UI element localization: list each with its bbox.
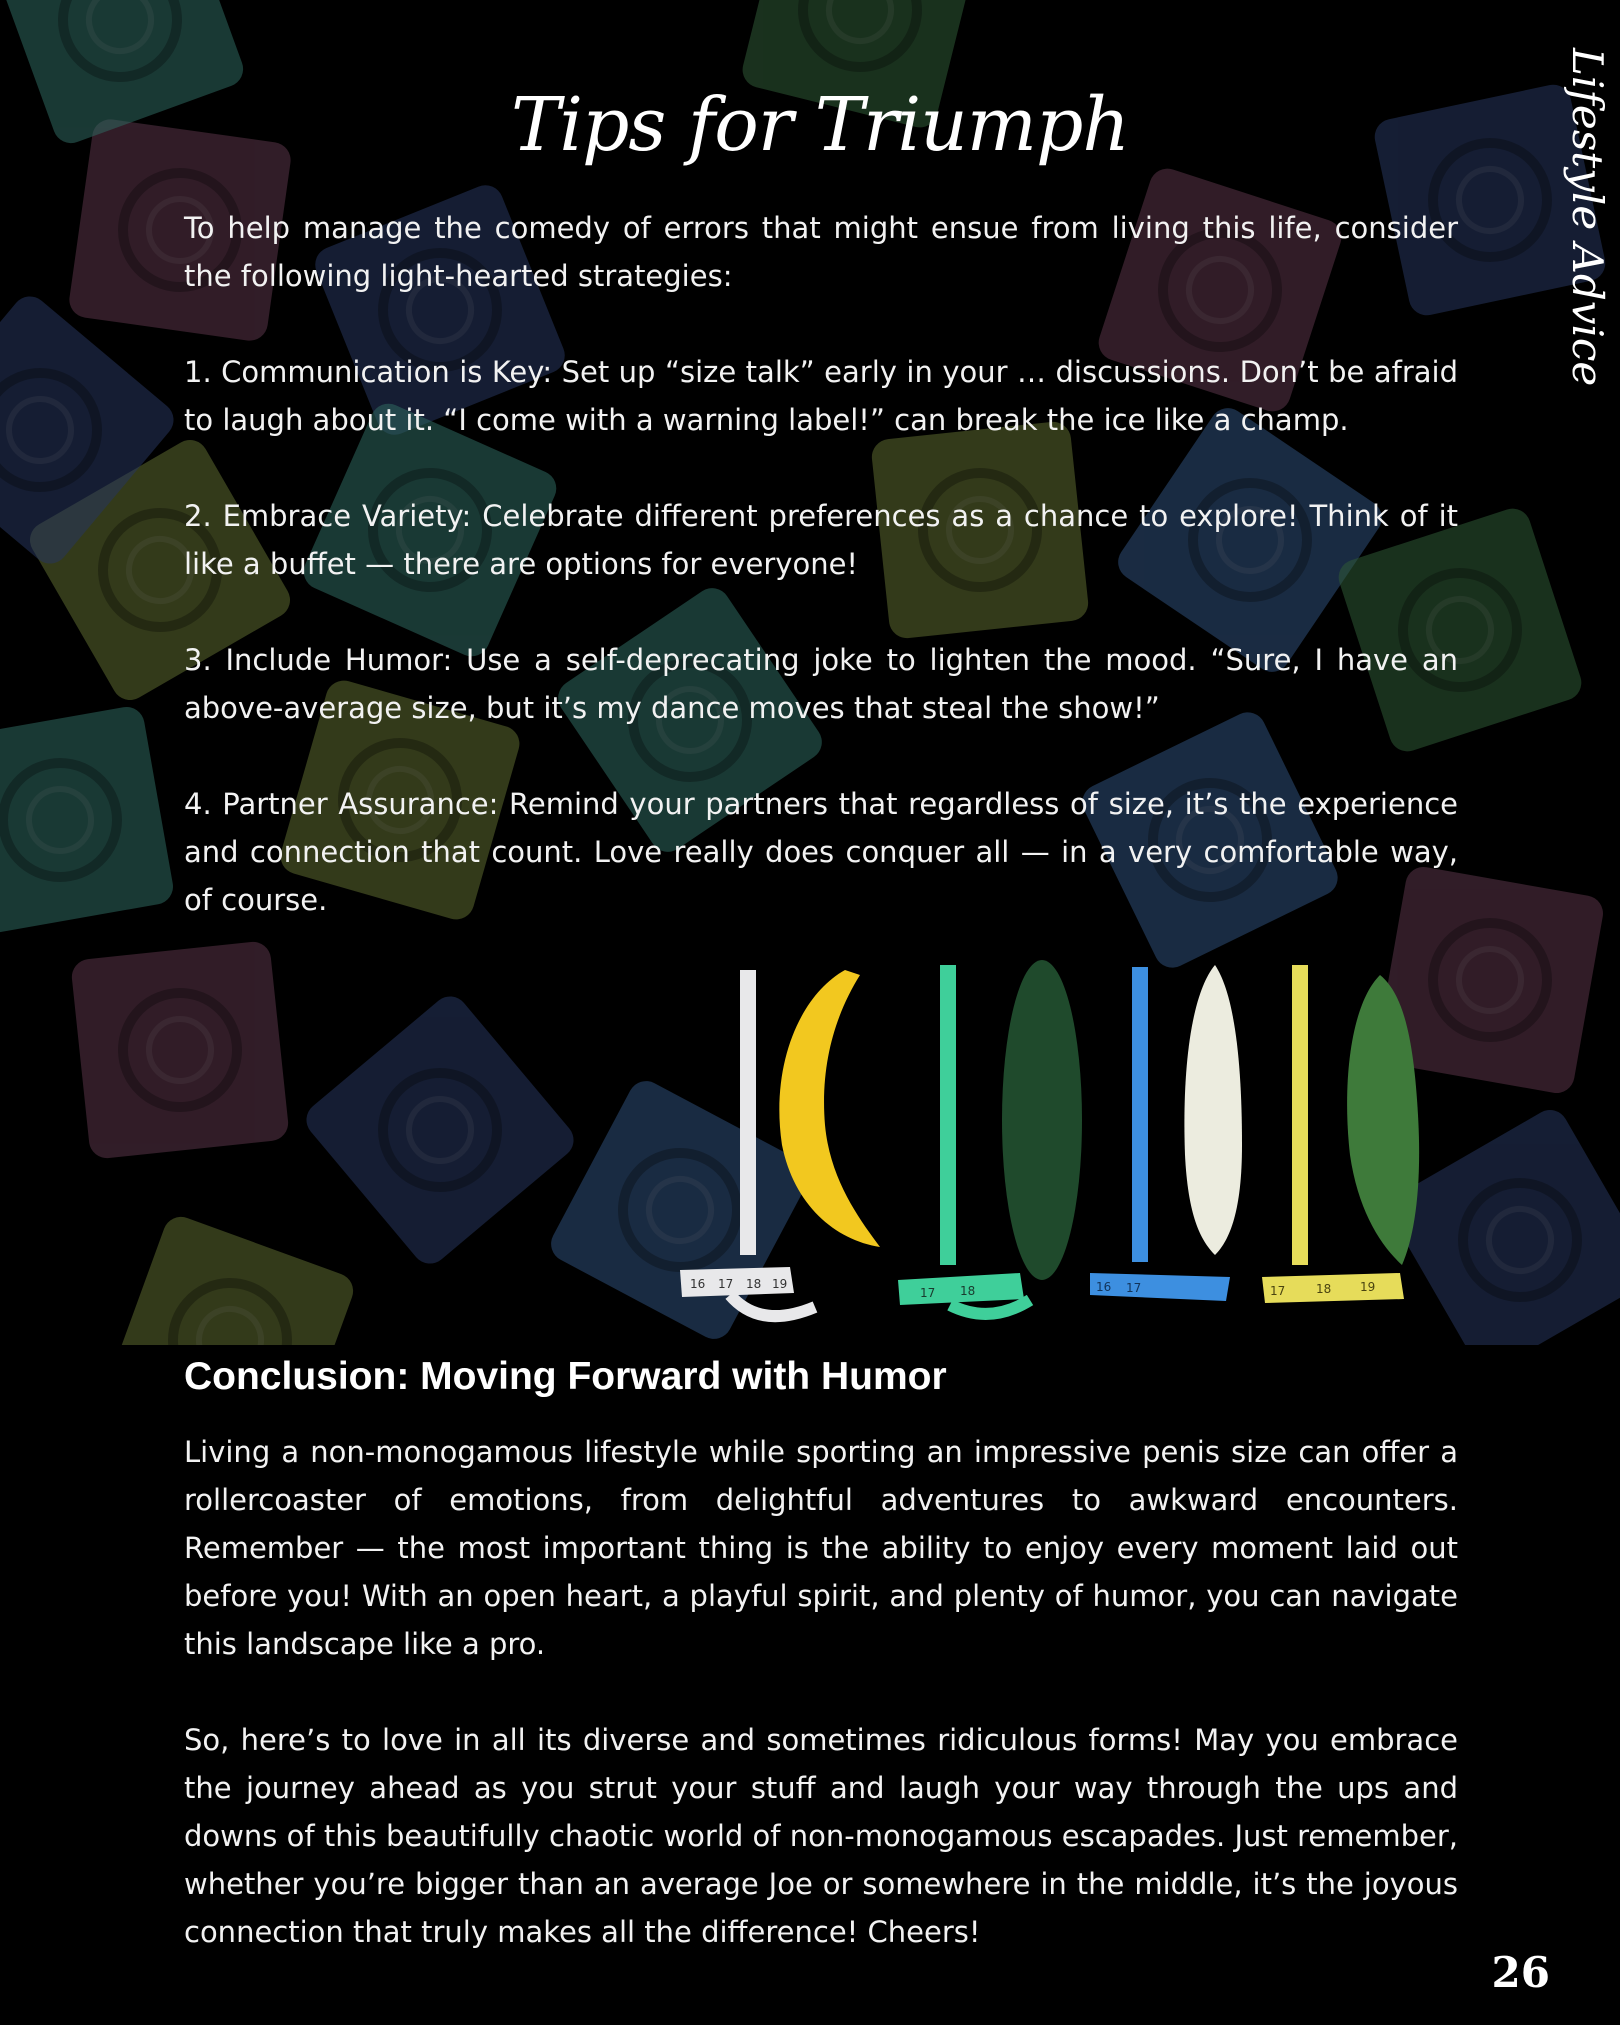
produce-measurement-illustration	[670, 955, 1440, 1335]
tape-number-label: 18	[746, 1277, 762, 1291]
tape-number-label: 18	[960, 1284, 976, 1298]
tape-number-label: 18	[1316, 1282, 1332, 1296]
green-tape-icon	[940, 965, 956, 1265]
blue-tape-icon	[1132, 967, 1148, 1262]
conclusion-heading: Conclusion: Moving Forward with Humor	[184, 1355, 947, 1398]
cucumber-icon	[1002, 960, 1082, 1280]
wrapper-pattern-icon	[0, 704, 176, 936]
wrapper-pattern-icon	[102, 1212, 358, 1345]
tip-variety: 2. Embrace Variety: Celebrate different preferences as a chance to explore! Think of it like a buffet — there are options for everyone!	[184, 499, 1458, 581]
daikon-icon	[1184, 965, 1242, 1255]
conclusion-paragraph: So, here’s to love in all its diverse and sometimes ridiculous forms! May you embrace the journey ahead as you strut your stuff and laugh your way through the ups and downs of this beautifully chaotic world of non-monogamous escapades. Just remember, whether you’re bigger than an average Joe or somewhere in the middle, it’s the joyous connection that truly makes all the difference! Cheers!	[184, 1723, 1458, 1949]
tape-number-label: 19	[772, 1277, 788, 1291]
intro-paragraph: To help manage the comedy of errors that might ensue from living this life, consider the following light-hearted strategies:	[184, 211, 1458, 293]
yellow-tape-icon	[1292, 965, 1308, 1265]
banana-icon	[779, 970, 880, 1247]
tape-number-label: 17	[1126, 1281, 1142, 1295]
tape-number-label: 17	[1270, 1284, 1286, 1298]
intro-block	[184, 204, 1458, 300]
wrapper-pattern-icon	[299, 989, 581, 1271]
page-number: 26	[1491, 1948, 1550, 1997]
tip-communication: 1. Communication is Key: Set up “size talk” early in your … discussions. Don’t be afraid to laugh about it. “I come with a warning label!” can break the ice like a champ.	[184, 355, 1458, 437]
white-tape-icon	[740, 970, 756, 1255]
tip-humor: 3. Include Humor: Use a self-deprecating joke to lighten the mood. “Sure, I have an above-average size, but it’s my dance moves that steal the show!”	[184, 643, 1458, 725]
section-label: Lifestyle Advice	[1563, 48, 1612, 387]
tape-number-label: 16	[690, 1277, 706, 1291]
conclusion-block	[184, 1428, 1458, 1956]
conclusion-paragraph: Living a non-monogamous lifestyle while sporting an impressive penis size can offer a rollercoaster of emotions, from delightful adventures to awkward encounters. Remember — the most important thing is the ability to enjoy every moment laid out before you! With an open heart, a playful spirit, and plenty of humor, you can navigate this landscape like a pro.	[184, 1435, 1458, 1661]
tape-number-label: 19	[1360, 1280, 1376, 1294]
bitter-melon-icon	[1347, 975, 1419, 1265]
wrapper-pattern-icon	[70, 940, 290, 1160]
tape-number-label: 17	[920, 1286, 936, 1300]
tape-number-label: 16	[1096, 1280, 1112, 1294]
tape-number-label: 17	[718, 1277, 734, 1291]
page-title: Tips for Triumph	[511, 82, 1129, 168]
tips-list	[184, 348, 1458, 924]
tip-partner-assurance: 4. Partner Assurance: Remind your partners that regardless of size, it’s the experience and connection that count. Love really does conquer all — in a very comfortable way, of course.	[184, 787, 1458, 917]
